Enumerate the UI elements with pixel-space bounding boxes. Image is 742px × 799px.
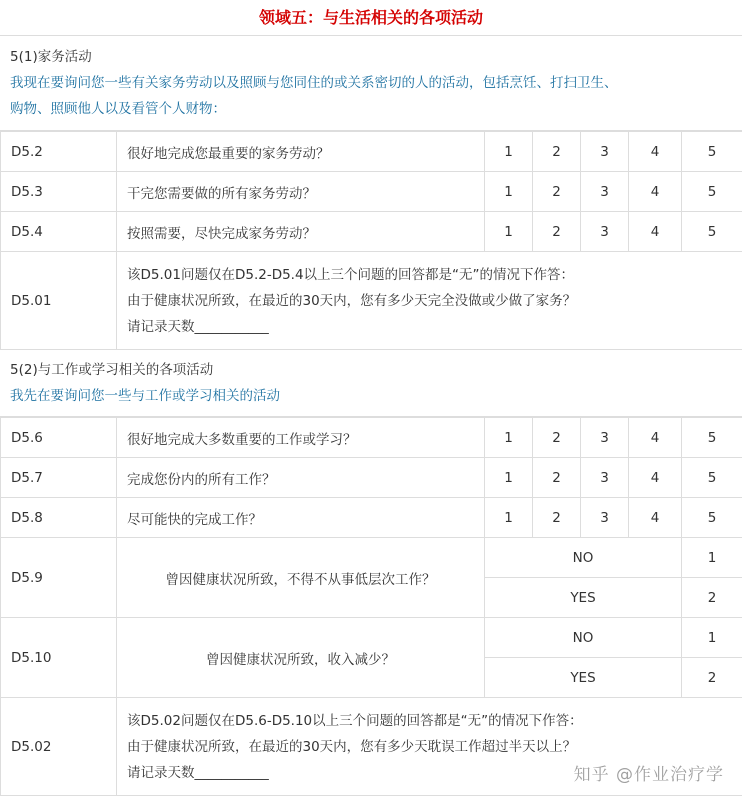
question-text: 由于健康状况所致，在最近的30天内，您有多少天耽误工作超过半天以上？ <box>127 738 577 755</box>
answer-yes-value: 2 <box>682 578 742 618</box>
option-4[interactable]: 4 <box>629 212 682 252</box>
table-row <box>1 538 742 578</box>
section-intro: 我现在要询问您一些有关家务劳动以及照顾与您同住的或关系密切的人的活动，包括烹饪、打扫卫生、 <box>10 75 618 91</box>
section-intro: 购物、照顾他人以及看管个人财物： <box>10 101 226 117</box>
question-text: 曾因健康状况所致，收入减少？ <box>117 618 485 698</box>
question-code: D5.6 <box>1 418 117 458</box>
question-text: 很好地完成您最重要的家务劳动？ <box>117 132 485 172</box>
option-3[interactable]: 3 <box>581 132 629 172</box>
question-code: D5.3 <box>1 172 117 212</box>
answer-yes-value: 2 <box>682 658 742 698</box>
section-household <box>0 36 742 131</box>
table-row <box>1 212 742 252</box>
household-table <box>0 131 742 350</box>
option-4[interactable]: 4 <box>629 418 682 458</box>
days-field[interactable]: 请记录天数___________ <box>127 318 269 335</box>
question-code: D5.8 <box>1 498 117 538</box>
option-4[interactable]: 4 <box>629 172 682 212</box>
option-3[interactable]: 3 <box>581 172 629 212</box>
option-2[interactable]: 2 <box>533 212 581 252</box>
option-1[interactable]: 1 <box>485 458 533 498</box>
option-1[interactable]: 1 <box>485 418 533 458</box>
option-5[interactable]: 5 <box>682 458 742 498</box>
option-2[interactable]: 2 <box>533 418 581 458</box>
answer-no-value: 1 <box>682 538 742 578</box>
question-text: 很好地完成大多数重要的工作或学习？ <box>117 418 485 458</box>
option-2[interactable]: 2 <box>533 172 581 212</box>
section-intro: 我先在要询问您一些与工作或学习相关的活动 <box>10 388 280 404</box>
question-code: D5.2 <box>1 132 117 172</box>
option-2[interactable]: 2 <box>533 132 581 172</box>
answer-yes[interactable]: YES <box>485 658 682 698</box>
option-5[interactable]: 5 <box>682 212 742 252</box>
question-code: D5.4 <box>1 212 117 252</box>
option-5[interactable]: 5 <box>682 172 742 212</box>
question-text: 尽可能快的完成工作？ <box>117 498 485 538</box>
answer-no-value: 1 <box>682 618 742 658</box>
condition-text: 该D5.02问题仅在D5.6-D5.10以上三个问题的回答都是“无”的情况下作答： <box>127 712 583 729</box>
work-table <box>0 417 742 796</box>
option-2[interactable]: 2 <box>533 498 581 538</box>
section-heading: 5(2)与工作或学习相关的各项活动 <box>10 362 214 378</box>
option-5[interactable]: 5 <box>682 132 742 172</box>
answer-yes[interactable]: YES <box>485 578 682 618</box>
table-row <box>1 618 742 658</box>
table-row <box>1 498 742 538</box>
option-3[interactable]: 3 <box>581 212 629 252</box>
question-code: D5.9 <box>1 538 117 618</box>
answer-no[interactable]: NO <box>485 618 682 658</box>
section-heading: 5(1)家务活动 <box>10 49 92 65</box>
table-row <box>1 418 742 458</box>
question-code: D5.7 <box>1 458 117 498</box>
watermark: 知乎 @作业治疗学 <box>573 765 724 785</box>
question-code: D5.01 <box>1 252 117 350</box>
question-text: 由于健康状况所致，在最近的30天内，您有多少天完全没做或少做了家务？ <box>127 292 577 309</box>
option-2[interactable]: 2 <box>533 458 581 498</box>
question-text: 完成您份内的所有工作？ <box>117 458 485 498</box>
section-work <box>0 350 742 417</box>
page-title: 领域五：与生活相关的各项活动 <box>0 0 742 36</box>
table-row <box>1 458 742 498</box>
days-field[interactable]: 请记录天数___________ <box>127 764 269 781</box>
question-code: D5.10 <box>1 618 117 698</box>
days-question <box>117 252 742 350</box>
table-row <box>1 252 742 350</box>
option-5[interactable]: 5 <box>682 498 742 538</box>
option-4[interactable]: 4 <box>629 498 682 538</box>
question-code: D5.02 <box>1 698 117 796</box>
option-1[interactable]: 1 <box>485 172 533 212</box>
option-1[interactable]: 1 <box>485 132 533 172</box>
question-text: 曾因健康状况所致，不得不从事低层次工作？ <box>117 538 485 618</box>
table-row <box>1 172 742 212</box>
option-3[interactable]: 3 <box>581 418 629 458</box>
option-3[interactable]: 3 <box>581 458 629 498</box>
option-5[interactable]: 5 <box>682 418 742 458</box>
option-1[interactable]: 1 <box>485 498 533 538</box>
option-4[interactable]: 4 <box>629 458 682 498</box>
question-text: 干完您需要做的所有家务劳动？ <box>117 172 485 212</box>
table-row <box>1 132 742 172</box>
question-text: 按照需要，尽快完成家务劳动？ <box>117 212 485 252</box>
option-3[interactable]: 3 <box>581 498 629 538</box>
option-1[interactable]: 1 <box>485 212 533 252</box>
condition-text: 该D5.01问题仅在D5.2-D5.4以上三个问题的回答都是“无”的情况下作答： <box>127 266 575 283</box>
answer-no[interactable]: NO <box>485 538 682 578</box>
option-4[interactable]: 4 <box>629 132 682 172</box>
